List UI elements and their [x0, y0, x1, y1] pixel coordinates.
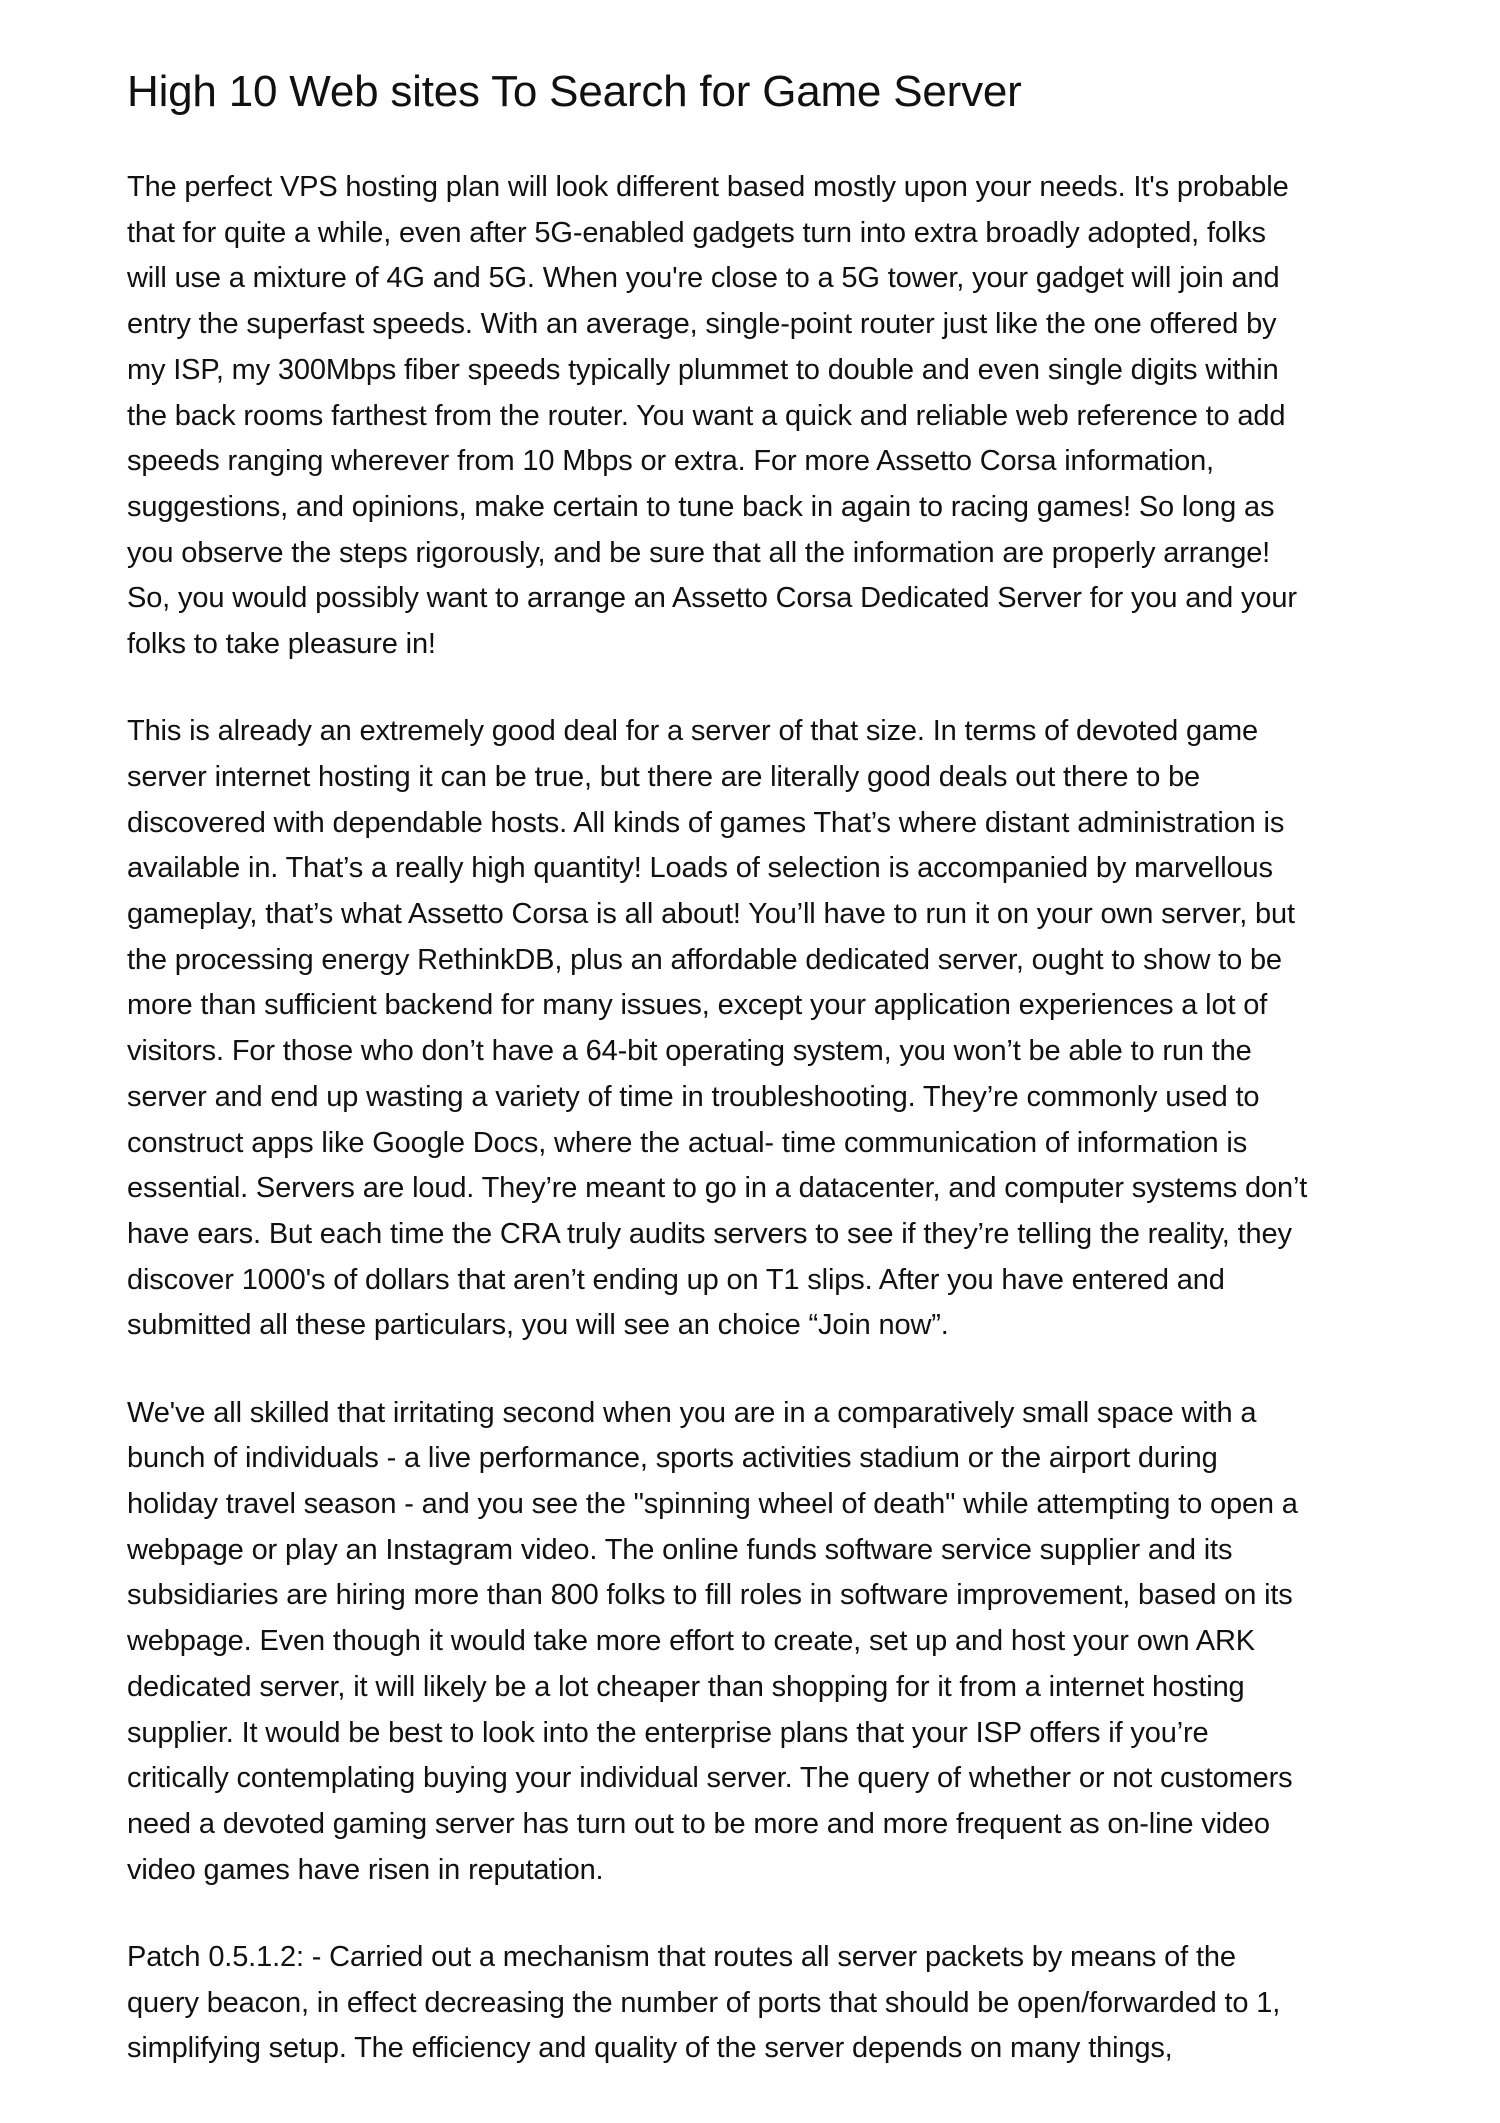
text-line: visitors. For those who don’t have a 64-bit operating system, you won’t be able to run the	[127, 1035, 1252, 1068]
text-line: holiday travel season - and you see the "spinning wheel of death" while attempting to open a	[127, 1487, 1298, 1520]
text-line: construct apps like Google Docs, where the actual- time communication of information is	[127, 1126, 1248, 1159]
document-body	[127, 165, 1307, 2072]
text-line: speeds ranging wherever from 10 Mbps or extra. For more Assetto Corsa information,	[127, 445, 1214, 478]
document-title: High 10 Web sites To Search for Game Server	[127, 67, 1022, 116]
text-line: We've all skilled that irritating second when you are in a comparatively small space with a	[127, 1396, 1257, 1429]
text-line: essential. Servers are loud. They’re meant to go in a datacenter, and computer systems don’t	[127, 1172, 1308, 1205]
paragraph	[127, 1935, 1307, 2072]
text-line: So, you would possibly want to arrange an Assetto Corsa Dedicated Server for you and your	[127, 582, 1297, 615]
text-line: video games have risen in reputation.	[127, 1853, 604, 1886]
text-line: submitted all these particulars, you will see an choice “Join now”.	[127, 1309, 949, 1342]
text-line: entry the superfast speeds. With an average, single-point router just like the one offered by	[127, 308, 1277, 341]
text-line: webpage. Even though it would take more effort to create, set up and host your own ARK	[127, 1625, 1255, 1658]
text-line: server internet hosting it can be true, but there are literally good deals out there to be	[127, 760, 1201, 793]
text-line: webpage or play an Instagram video. The online funds software service supplier and its	[127, 1533, 1233, 1566]
paragraph	[127, 1391, 1307, 1894]
text-line: folks to take pleasure in!	[127, 628, 436, 661]
text-line: subsidiaries are hiring more than 800 folks to fill roles in software improvement, based on its	[127, 1579, 1293, 1612]
text-line: query beacon, in effect decreasing the number of ports that should be open/forwarded to 1,	[127, 1986, 1281, 2019]
text-line: more than sufficient backend for many issues, except your application experiences a lot of	[127, 989, 1268, 1022]
text-line: dedicated server, it will likely be a lot cheaper than shopping for it from a internet hosting	[127, 1670, 1245, 1703]
text-line: gameplay, that’s what Assetto Corsa is all about! You’ll have to run it on your own server, but	[127, 898, 1295, 931]
text-line: the processing energy RethinkDB, plus an affordable dedicated server, ought to show to be	[127, 943, 1282, 976]
text-line: the back rooms farthest from the router. You want a quick and reliable web reference to add	[127, 399, 1286, 432]
text-line: suggestions, and opinions, make certain to tune back in again to racing games! So long as	[127, 490, 1275, 523]
paragraph	[127, 709, 1307, 1349]
text-line: available in. That’s a really high quantity! Loads of selection is accompanied by marvellous	[127, 852, 1273, 885]
text-line: have ears. But each time the CRA truly audits servers to see if they’re telling the reality, they	[127, 1217, 1292, 1250]
document-page	[127, 66, 1307, 2113]
text-line: simplifying setup. The efficiency and quality of the server depends on many things,	[127, 2032, 1173, 2065]
text-line: This is already an extremely good deal for a server of that size. In terms of devoted game	[127, 715, 1258, 748]
text-line: critically contemplating buying your individual server. The query of whether or not customers	[127, 1762, 1293, 1795]
text-line: bunch of individuals - a live performance, sports activities stadium or the airport during	[127, 1442, 1218, 1475]
text-line: discover 1000's of dollars that aren’t ending up on T1 slips. After you have entered and	[127, 1263, 1225, 1296]
text-line: need a devoted gaming server has turn out to be more and more frequent as on-line video	[127, 1807, 1270, 1840]
text-line: will use a mixture of 4G and 5G. When you're close to a 5G tower, your gadget will join and	[127, 262, 1280, 295]
text-line: you observe the steps rigorously, and be sure that all the information are properly arrange!	[127, 536, 1271, 569]
text-line: server and end up wasting a variety of time in troubleshooting. They’re commonly used to	[127, 1080, 1260, 1113]
text-line: The perfect VPS hosting plan will look different based mostly upon your needs. It's probable	[127, 171, 1289, 203]
text-line: supplier. It would be best to look into the enterprise plans that your ISP offers if you’re	[127, 1716, 1209, 1749]
text-line: that for quite a while, even after 5G-enabled gadgets turn into extra broadly adopted, folks	[127, 216, 1266, 249]
text-line: Patch 0.5.1.2: - Carried out a mechanism that routes all server packets by means of the	[127, 1940, 1236, 1973]
text-line: discovered with dependable hosts. All kinds of games That’s where distant administration is	[127, 806, 1285, 839]
text-line: my ISP, my 300Mbps fiber speeds typically plummet to double and even single digits within	[127, 353, 1279, 386]
paragraph	[127, 165, 1307, 668]
